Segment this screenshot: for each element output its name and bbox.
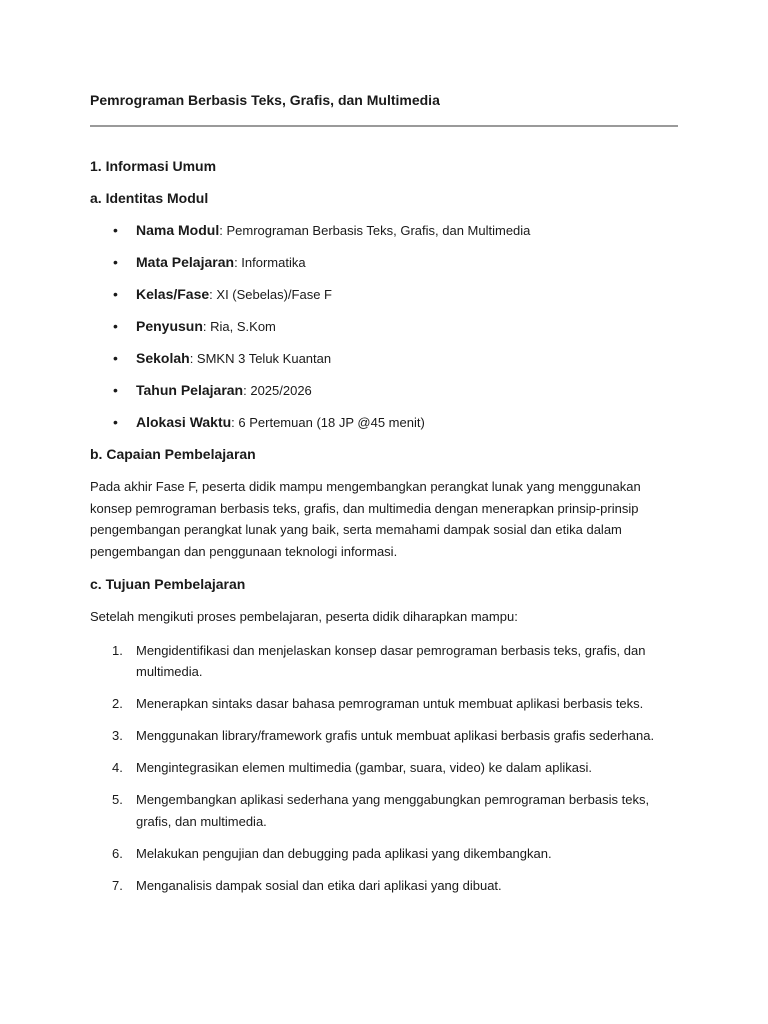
list-number: 3. xyxy=(112,728,123,743)
tujuan-text: Melakukan pengujian dan debugging pada aplikasi yang dikembangkan. xyxy=(136,845,552,861)
identitas-item-alokasi-waktu xyxy=(90,412,678,444)
tujuan-pembelajaran-intro: Setelah mengikuti proses pembelajaran, peserta didik diharapkan mampu: xyxy=(90,609,518,624)
tujuan-item xyxy=(90,789,678,832)
tujuan-item xyxy=(90,757,678,779)
tujuan-item xyxy=(90,843,678,865)
tujuan-pembelajaran-list xyxy=(90,640,678,897)
capaian-pembelajaran-text: Pada akhir Fase F, peserta didik mampu mengembangkan perangkat lunak yang menggunakan konsep pemrograman berbasis teks, grafis, dan multimedia dengan menerapkan prinsip-prinsip pengembangan perangkat lunak yang baik, serta memahami dampak sosial dan etika dalam pengembangan dan penggunaan teknologi informasi. xyxy=(90,479,641,559)
identitas-value: : SMKN 3 Teluk Kuantan xyxy=(189,351,332,366)
identitas-key: Sekolah xyxy=(136,350,190,366)
list-number: 2. xyxy=(112,696,123,711)
list-number: 4. xyxy=(112,760,123,775)
identitas-value: : Pemrograman Berbasis Teks, Grafis, dan Multimedia xyxy=(219,223,531,238)
title-divider xyxy=(90,125,678,127)
identitas-item-sekolah xyxy=(90,348,678,380)
document-content xyxy=(90,156,678,907)
identitas-value: : Ria, S.Kom xyxy=(202,319,276,334)
identitas-item-penyusun xyxy=(90,316,678,348)
identitas-item-kelas-fase xyxy=(90,284,678,316)
identitas-key: Alokasi Waktu xyxy=(136,414,232,430)
tujuan-item xyxy=(90,725,678,747)
bullet-icon: • xyxy=(113,318,118,334)
list-number: 7. xyxy=(112,877,123,893)
document-title: Pemrograman Berbasis Teks, Grafis, dan Multimedia xyxy=(90,92,440,108)
tujuan-item xyxy=(90,875,678,897)
list-number: 1. xyxy=(112,642,123,658)
identitas-modul-heading: a. Identitas Modul xyxy=(90,190,209,206)
identitas-modul-list xyxy=(90,220,678,444)
identitas-item-mata-pelajaran xyxy=(90,252,678,284)
identitas-item-nama-modul xyxy=(90,220,678,252)
bullet-icon: • xyxy=(113,254,118,270)
bullet-icon: • xyxy=(113,414,118,430)
identitas-value: : 2025/2026 xyxy=(243,383,312,398)
tujuan-text: Menggunakan library/framework grafis untuk membuat aplikasi berbasis grafis sederhana. xyxy=(136,728,655,743)
identitas-key: Mata Pelajaran xyxy=(136,254,235,270)
identitas-key: Nama Modul xyxy=(136,222,220,238)
section-informasi-umum-heading: 1. Informasi Umum xyxy=(90,158,217,174)
tujuan-item xyxy=(90,640,678,683)
identitas-value: : 6 Pertemuan (18 JP @45 menit) xyxy=(231,415,425,430)
list-number: 5. xyxy=(112,792,123,807)
tujuan-text: Mengidentifikasi dan menjelaskan konsep dasar pemrograman berbasis teks, grafis, dan multimedia. xyxy=(136,642,646,679)
identitas-key: Tahun Pelajaran xyxy=(136,382,244,398)
bullet-icon: • xyxy=(113,286,118,302)
identitas-value: : XI (Sebelas)/Fase F xyxy=(209,287,332,302)
tujuan-item xyxy=(90,693,678,715)
capaian-pembelajaran-heading: b. Capaian Pembelajaran xyxy=(90,446,256,462)
bullet-icon: • xyxy=(113,222,118,238)
bullet-icon: • xyxy=(113,382,118,398)
identitas-key: Kelas/Fase xyxy=(136,286,210,302)
tujuan-pembelajaran-heading: c. Tujuan Pembelajaran xyxy=(90,576,246,592)
tujuan-text: Mengintegrasikan elemen multimedia (gambar, suara, video) ke dalam aplikasi. xyxy=(136,760,592,775)
tujuan-text: Mengembangkan aplikasi sederhana yang menggabungkan pemrograman berbasis teks, grafis, dan multimedia. xyxy=(136,792,650,829)
bullet-icon: • xyxy=(113,350,118,366)
list-number: 6. xyxy=(112,845,123,861)
tujuan-text: Menganalisis dampak sosial dan etika dari aplikasi yang dibuat. xyxy=(136,877,502,893)
identitas-key: Penyusun xyxy=(136,318,203,334)
identitas-item-tahun-pelajaran xyxy=(90,380,678,412)
identitas-value: : Informatika xyxy=(234,255,306,270)
tujuan-text: Menerapkan sintaks dasar bahasa pemrograman untuk membuat aplikasi berbasis teks. xyxy=(136,696,644,711)
